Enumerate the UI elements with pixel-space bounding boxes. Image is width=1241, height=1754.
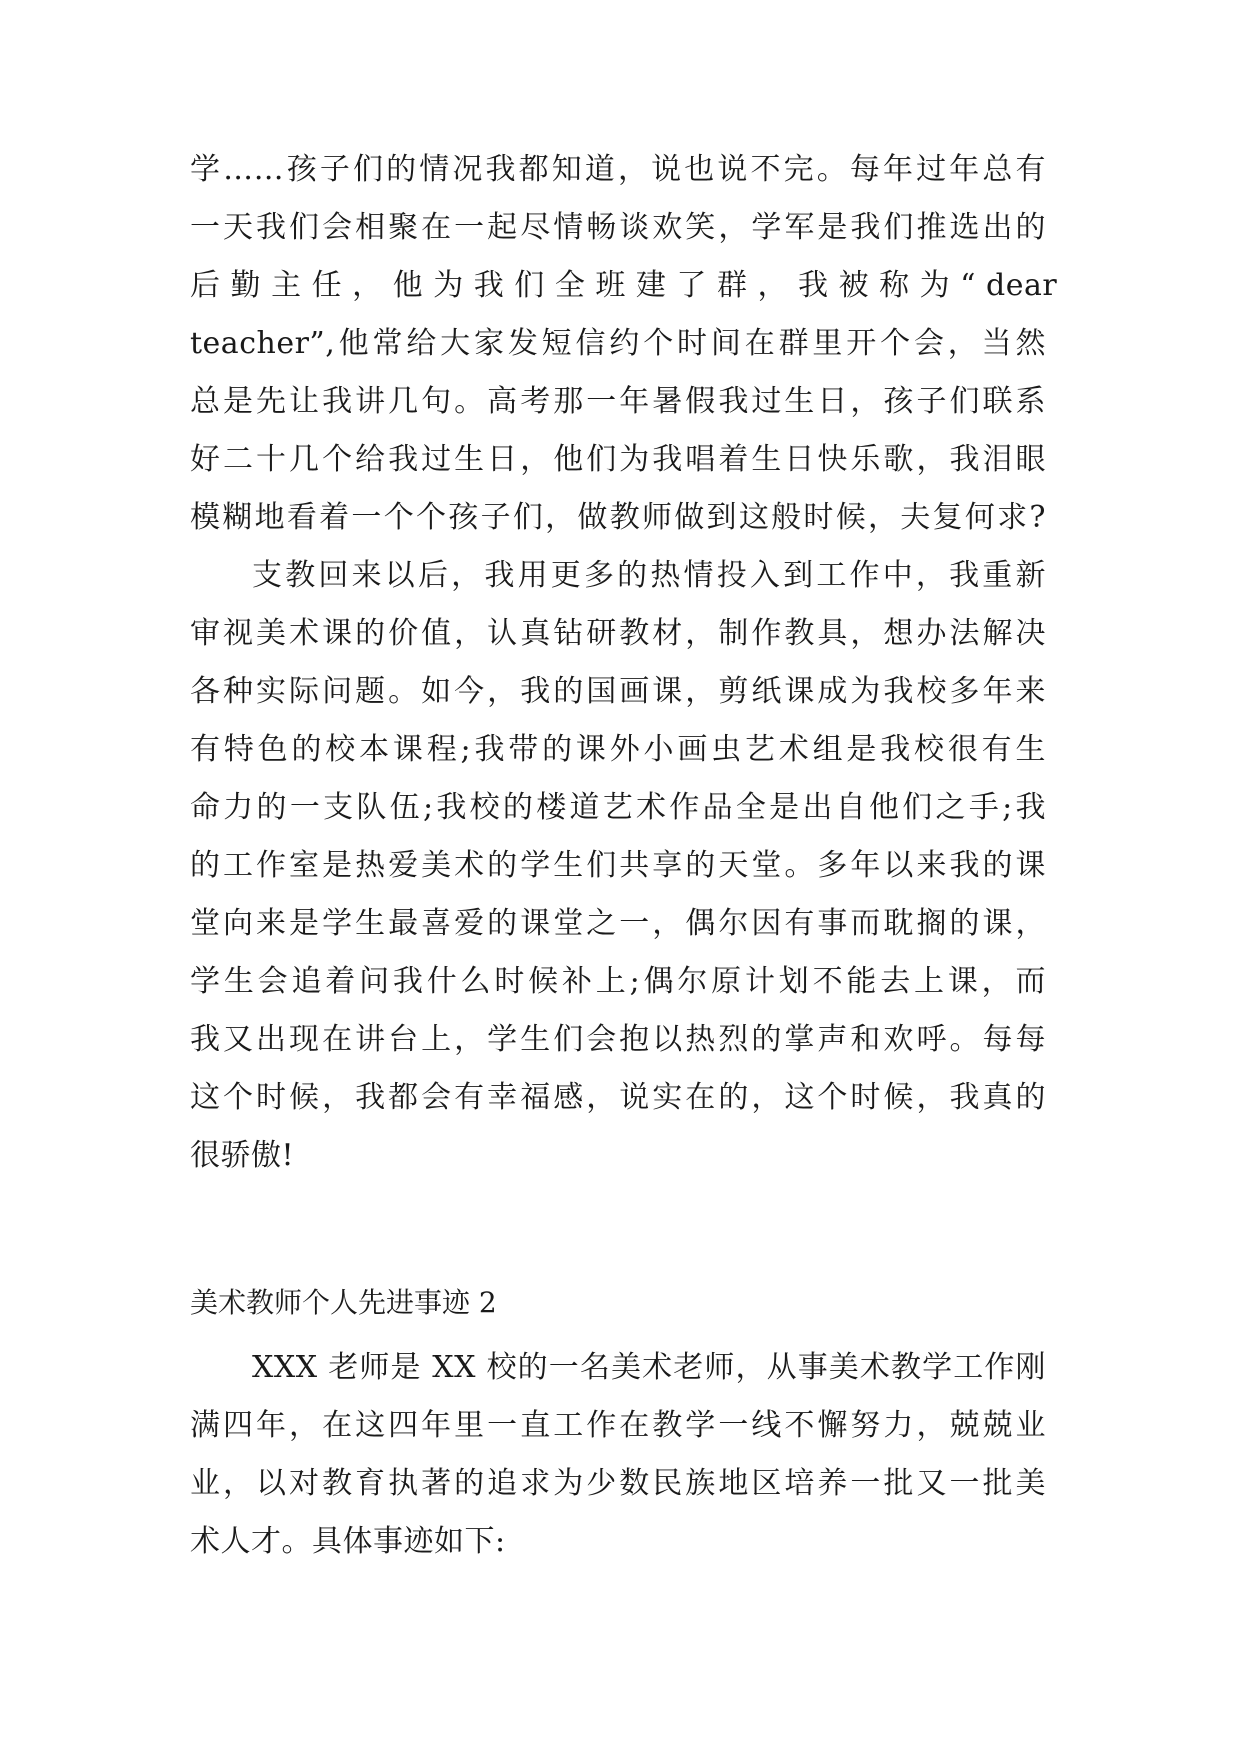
paragraph-line: 堂向来是学生最喜爱的课堂之一，偶尔因有事而耽搁的课， [190,906,1046,941]
paragraph-line: 业，以对教育执著的追求为少数民族地区培养一批又一批美 [190,1466,1046,1501]
paragraph-line: 学……孩子们的情况我都知道，说也说不完。每年过年总有 [190,152,1046,187]
paragraph-line: 术人才。具体事迹如下: [190,1524,506,1559]
paragraph-line: 模糊地看着一个个孩子们，做教师做到这般时候，夫复何求? [190,500,1046,535]
paragraph-line: 一天我们会相聚在一起尽情畅谈欢笑，学军是我们推选出的 [190,210,1046,245]
paragraph-line: 好二十几个给我过生日，他们为我唱着生日快乐歌，我泪眼 [190,442,1046,477]
paragraph-line: 我又出现在讲台上，学生们会抱以热烈的掌声和欢呼。每每 [190,1022,1046,1057]
paragraph-line: 这个时候，我都会有幸福感，说实在的，这个时候，我真的 [190,1080,1046,1115]
paragraph-line: 后 勤 主 任 ， 他 为 我 们 全 班 建 了 群 ， 我 被 称 为 “ dear [190,268,1058,303]
paragraph-line: 各种实际问题。如今，我的国画课，剪纸课成为我校多年来 [190,674,1046,709]
paragraph-line: 审视美术课的价值，认真钻研教材，制作教具，想办法解决 [190,616,1046,651]
paragraph-line: 有特色的校本课程;我带的课外小画虫艺术组是我校很有生 [190,732,1046,767]
paragraph-line: XXX 老师是 XX 校的一名美术老师，从事美术教学工作刚 [252,1350,1046,1385]
paragraph-line: teacher”,他常给大家发短信约个时间在群里开个会，当然 [190,326,1046,361]
section-heading: 美术教师个人先进事迹 2 [190,1286,497,1319]
paragraph-line: 满四年，在这四年里一直工作在教学一线不懈努力，兢兢业 [190,1408,1046,1443]
paragraph-line: 学生会追着问我什么时候补上;偶尔原计划不能去上课，而 [190,964,1046,999]
paragraph-line: 命力的一支队伍;我校的楼道艺术作品全是出自他们之手;我 [190,790,1046,825]
paragraph-line: 支教回来以后，我用更多的热情投入到工作中，我重新 [252,558,1046,593]
paragraph-line: 的工作室是热爱美术的学生们共享的天堂。多年以来我的课 [190,848,1046,883]
paragraph-line: 很骄傲! [190,1138,295,1173]
paragraph-line: 总是先让我讲几句。高考那一年暑假我过生日，孩子们联系 [190,384,1046,419]
